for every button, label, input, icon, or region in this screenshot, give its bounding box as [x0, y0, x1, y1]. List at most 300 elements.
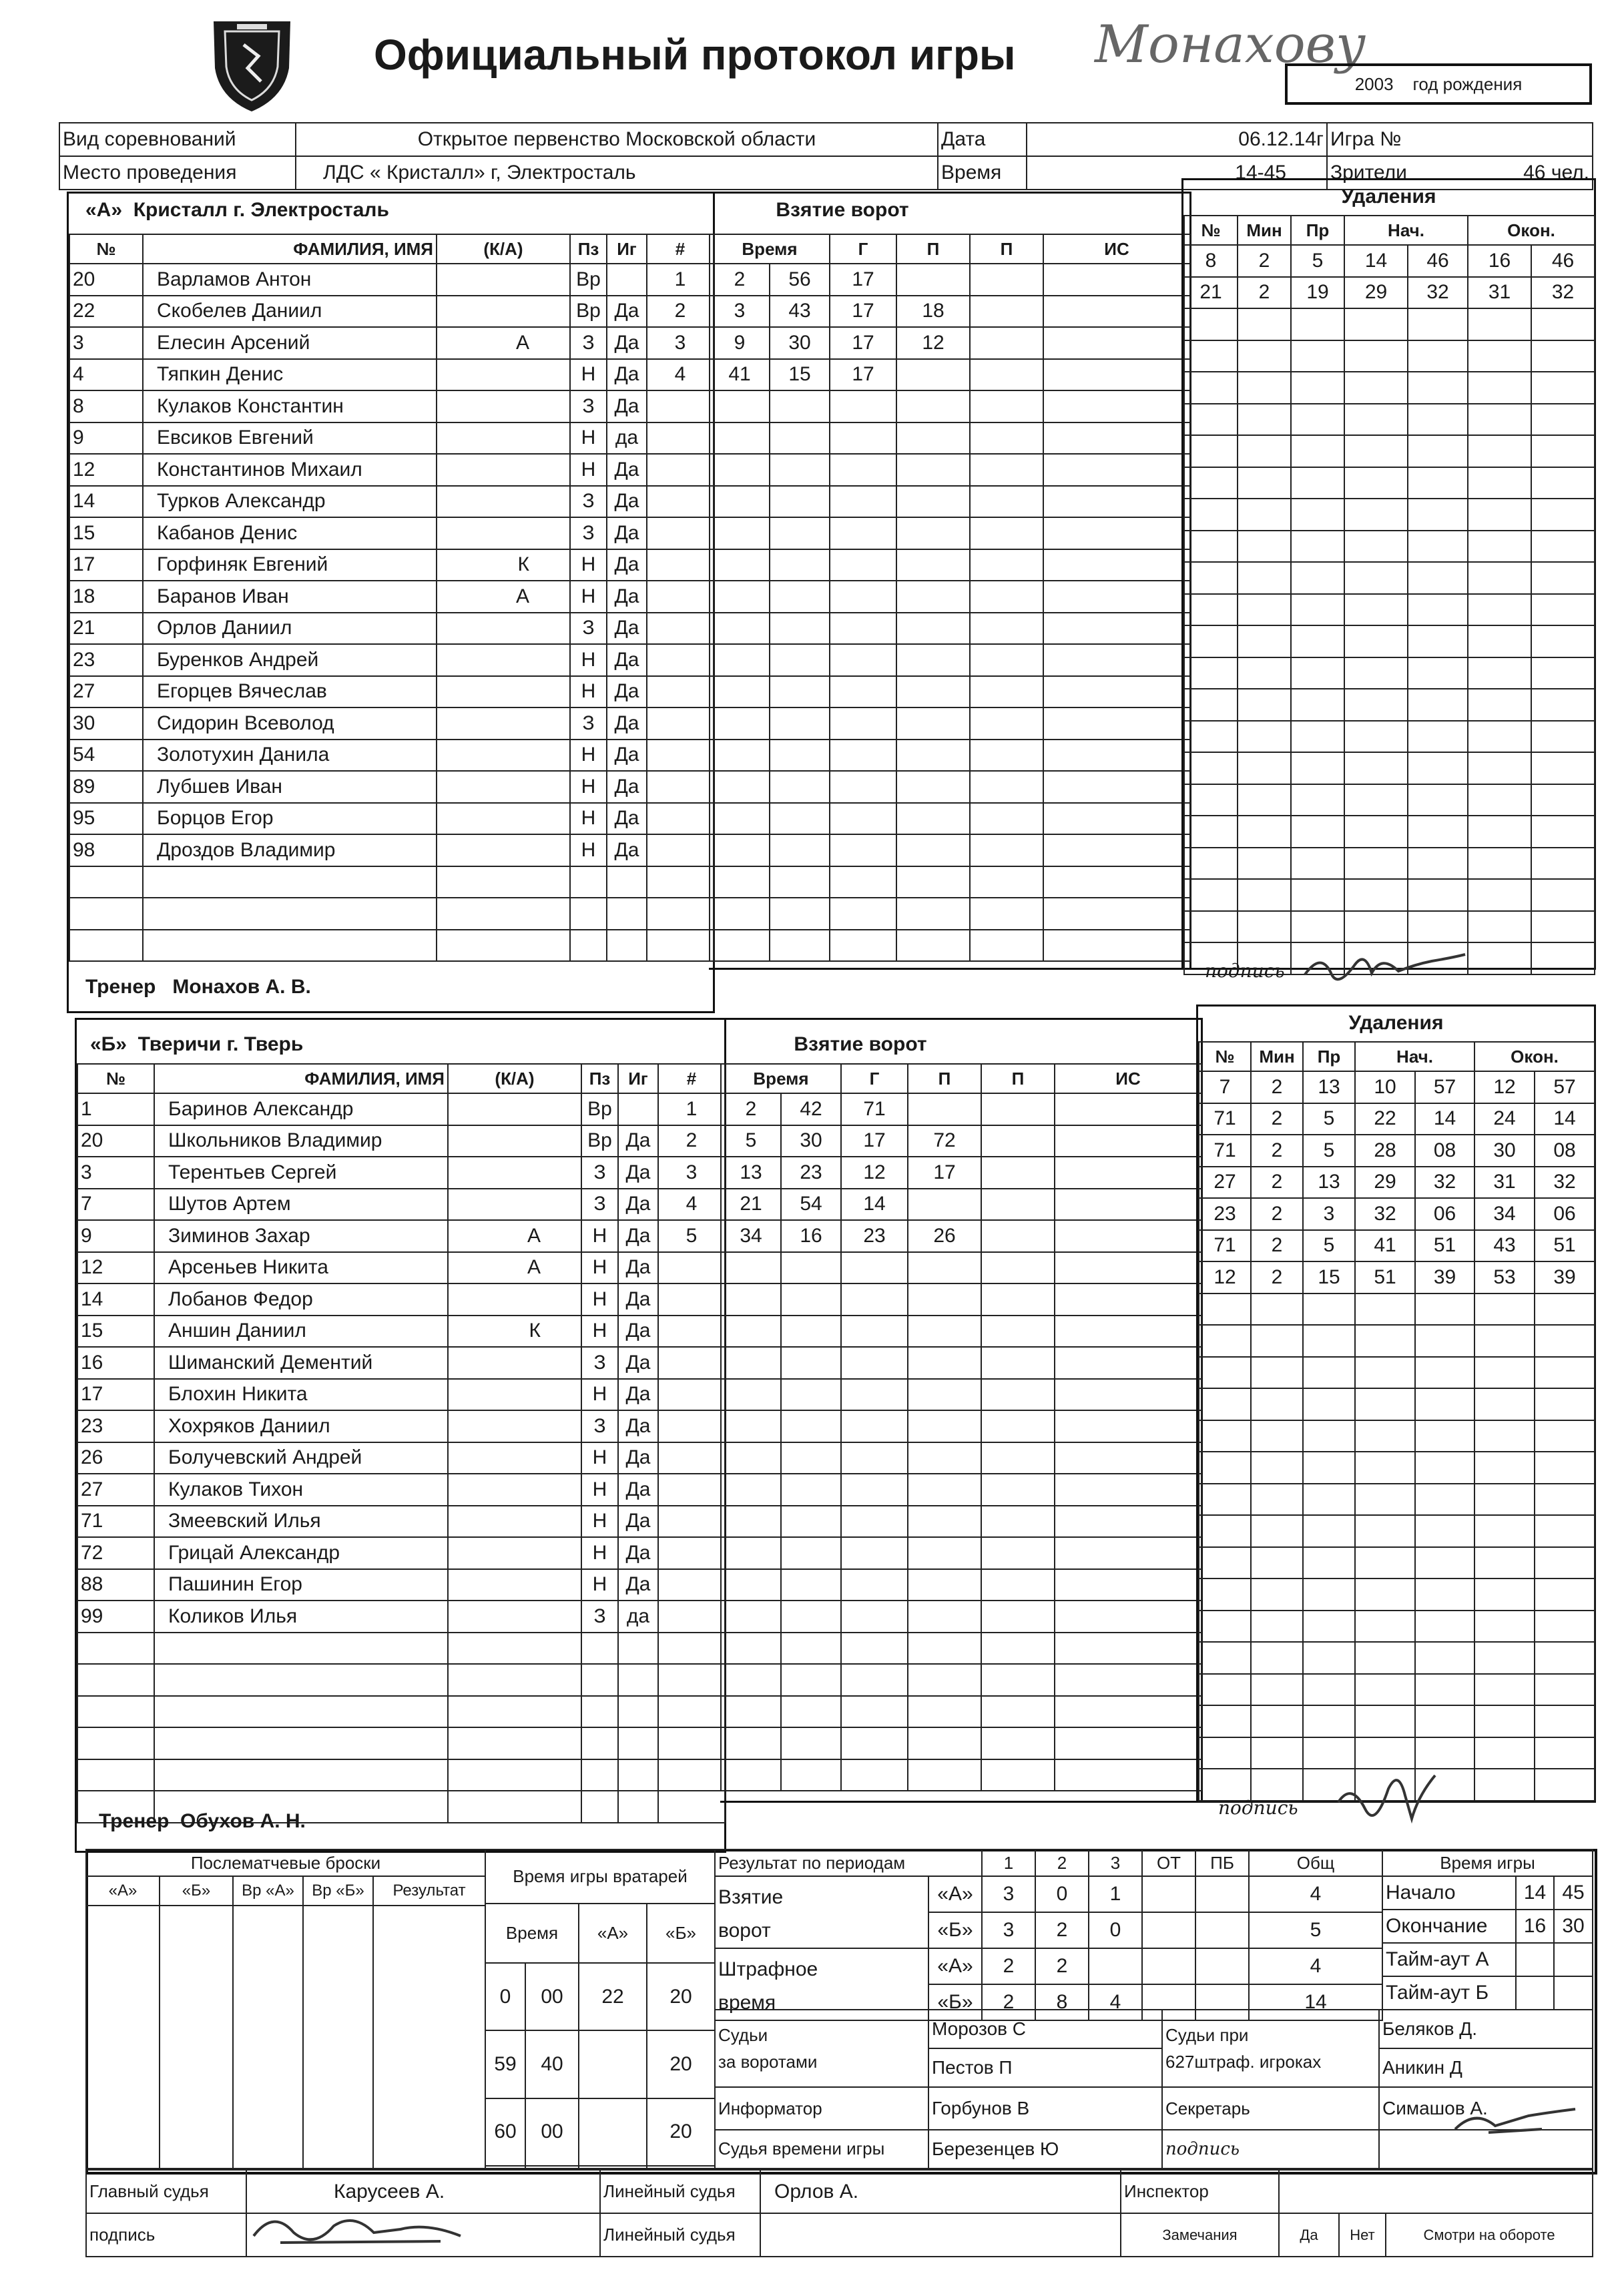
player-no: 3: [77, 1157, 154, 1189]
goal-row: [710, 264, 1190, 296]
pen-minutes: [1238, 848, 1291, 880]
goal-scorer: [841, 1252, 908, 1284]
pen-end-sec: [1535, 1547, 1595, 1579]
goal-sec: [781, 1633, 841, 1665]
pen-minutes: [1238, 911, 1291, 943]
penalty-row: [1199, 1135, 1595, 1167]
pen-start-min: [1355, 1705, 1415, 1737]
pen-minutes: 2: [1251, 1135, 1303, 1167]
goal-situation: [1055, 1125, 1201, 1157]
goal-sec: [770, 486, 830, 518]
time-value: 14-45: [1027, 156, 1327, 190]
period-col: 2: [1035, 1849, 1089, 1876]
pen-player-no: [1184, 625, 1238, 657]
player-pz: [581, 1791, 618, 1823]
goal-assist-2: [981, 1252, 1055, 1284]
pen-player-no: [1184, 816, 1238, 848]
goal-row: [721, 1633, 1201, 1665]
col-pen-no: №: [1184, 216, 1238, 245]
goal-min: [721, 1283, 781, 1316]
goal-assist-2: [970, 581, 1043, 613]
player-ig: Да: [607, 296, 647, 328]
penalty-row: [1199, 1357, 1595, 1389]
goal-min: [710, 866, 770, 898]
pen-end-min: [1468, 435, 1531, 467]
player-name: Горфиняк Евгений: [143, 549, 437, 581]
goal-row: [710, 359, 1190, 391]
pen-start-min: [1355, 1579, 1415, 1611]
goal-assist-1: 26: [908, 1220, 981, 1252]
player-name: [154, 1727, 448, 1759]
pen-reason: [1291, 308, 1344, 340]
goal-assist-1: [908, 1189, 981, 1221]
pen-minutes: [1238, 594, 1291, 626]
periods-title: Результат по периодам: [715, 1849, 982, 1876]
player-name: Дроздов Владимир: [143, 834, 437, 866]
player-ig: Да: [618, 1316, 658, 1348]
team-b-goals-title: Взятие ворот: [794, 1033, 927, 1055]
goal-row: [710, 930, 1190, 962]
penalty-row: [1184, 752, 1595, 784]
goalie-time-row: [485, 2098, 715, 2166]
goal-row: [710, 866, 1190, 898]
goal-row: [721, 1252, 1201, 1284]
pen-end-sec: 08: [1535, 1135, 1595, 1167]
player-ka: [437, 454, 570, 486]
col-g: Г: [830, 234, 896, 264]
player-ig: Да: [618, 1220, 658, 1252]
goal-no: [647, 644, 714, 676]
player-name: Скобелев Даниил: [143, 296, 437, 328]
col-pen-start: Нач.: [1355, 1042, 1474, 1071]
player-ig: Да: [618, 1410, 658, 1442]
pen-minutes: [1251, 1325, 1303, 1357]
player-ka: [437, 898, 570, 930]
player-ka: А: [448, 1220, 581, 1252]
goal-min: [721, 1664, 781, 1696]
goal-min: [710, 581, 770, 613]
team-b-coach: [99, 1810, 306, 1833]
shootout-col: Вр «А»: [233, 1876, 303, 1906]
player-no: 89: [69, 771, 143, 803]
team-b-sign-label: подпись: [1218, 1797, 1298, 1819]
pen-start-sec: [1408, 689, 1468, 721]
goal-judges-label-1: Судьи: [718, 2025, 768, 2046]
pen-end-sec: [1531, 752, 1595, 784]
player-row: [69, 930, 714, 962]
player-ig: Да: [607, 581, 647, 613]
goal-assist-1: [908, 1347, 981, 1379]
goal-scorer: [830, 644, 896, 676]
player-ig: Да: [607, 454, 647, 486]
goal-no: [647, 707, 714, 740]
pen-minutes: 2: [1251, 1103, 1303, 1135]
goal-assist-2: [981, 1474, 1055, 1506]
pen-end-sec: [1531, 657, 1595, 689]
player-ig: Да: [618, 1474, 658, 1506]
pen-start-min: [1344, 308, 1408, 340]
player-ig: Да: [607, 834, 647, 866]
col-goal-no: #: [647, 234, 714, 264]
player-pz: З: [570, 486, 607, 518]
pen-reason: 5: [1303, 1230, 1355, 1262]
player-ig: Да: [618, 1569, 658, 1601]
pen-end-sec: [1531, 689, 1595, 721]
goal-assist-2: [981, 1125, 1055, 1157]
player-row: [77, 1189, 725, 1221]
pen-start-min: 51: [1355, 1261, 1415, 1294]
player-row: [69, 390, 714, 422]
team-b-label: «Б»: [928, 1984, 982, 2020]
venue-label: Место проведения: [59, 156, 296, 190]
goal-sec: [770, 517, 830, 549]
player-ka: [437, 803, 570, 835]
team-a-coach: [85, 976, 311, 998]
pen-end-min: [1474, 1452, 1535, 1484]
pen-minutes: [1238, 308, 1291, 340]
player-ig: Да: [618, 1189, 658, 1221]
remarks-no: Нет: [1339, 2213, 1386, 2257]
birth-year-box: [1285, 63, 1592, 105]
goal-row: [710, 327, 1190, 359]
penalty-row: [1184, 879, 1595, 911]
goal-min: [710, 486, 770, 518]
goal-assist-1: 12: [896, 327, 970, 359]
goal-sec: [781, 1347, 841, 1379]
player-ka: [448, 1379, 581, 1411]
goal-min: [710, 517, 770, 549]
player-row: [69, 771, 714, 803]
goal-assist-1: [908, 1601, 981, 1633]
player-name: Кулаков Константин: [143, 390, 437, 422]
player-pz: Н: [570, 549, 607, 581]
player-no: 23: [69, 644, 143, 676]
player-row: [77, 1093, 725, 1125]
player-name: Шутов Артем: [154, 1189, 448, 1221]
penalty-row: [1199, 1167, 1595, 1199]
player-ig: Да: [607, 740, 647, 772]
penalty-row: [1199, 1325, 1595, 1357]
period-value: 4: [1249, 1876, 1382, 1912]
goal-no: [658, 1727, 725, 1759]
goal-assist-1: [908, 1537, 981, 1569]
goal-scorer: [841, 1347, 908, 1379]
goal-scorer: [830, 486, 896, 518]
player-pz: Н: [570, 454, 607, 486]
pen-player-no: [1184, 689, 1238, 721]
pen-end-sec: [1531, 816, 1595, 848]
pen-player-no: [1199, 1611, 1251, 1643]
pen-minutes: [1238, 816, 1291, 848]
pen-minutes: 2: [1238, 245, 1291, 277]
pen-start-min: [1344, 531, 1408, 563]
penalty-judges-label-1: Судьи при: [1165, 2025, 1249, 2046]
pen-end-min: 53: [1474, 1261, 1535, 1294]
goal-situation: [1055, 1347, 1201, 1379]
pen-player-no: [1199, 1484, 1251, 1516]
pen-end-min: [1468, 848, 1531, 880]
goal-assist-1: [908, 1252, 981, 1284]
player-pz: Н: [570, 644, 607, 676]
player-name: Терентьев Сергей: [154, 1157, 448, 1189]
goal-no: 4: [647, 359, 714, 391]
player-name: Егорцев Вячеслав: [143, 676, 437, 708]
goal-scorer: 71: [841, 1093, 908, 1125]
pen-reason: [1291, 752, 1344, 784]
player-ka: [437, 296, 570, 328]
goal-sec: [781, 1664, 841, 1696]
goal-situation: [1055, 1696, 1201, 1728]
penalty-row: [1199, 1705, 1595, 1737]
player-no: 7: [77, 1189, 154, 1221]
player-row: [69, 613, 714, 645]
player-pz: Н: [581, 1220, 618, 1252]
player-name: Шиманский Дементий: [154, 1347, 448, 1379]
goal-row: [721, 1506, 1201, 1538]
player-name: [143, 898, 437, 930]
goal-assist-2: [970, 486, 1043, 518]
goal-assist-1: [908, 1093, 981, 1125]
goal-situation: [1043, 898, 1190, 930]
goal-row: [721, 1125, 1201, 1157]
goal-sec: [770, 549, 830, 581]
goal-assist-1: [908, 1474, 981, 1506]
pen-start-min: [1355, 1420, 1415, 1452]
team-a-label: «А»: [928, 1876, 982, 1912]
player-no: 12: [69, 454, 143, 486]
player-pz: Н: [570, 803, 607, 835]
pen-player-no: 12: [1199, 1261, 1251, 1294]
pen-reason: [1291, 467, 1344, 499]
col-min: Время: [710, 234, 830, 264]
penalty-judge-2: Аникин Д: [1379, 2048, 1593, 2087]
period-value: [1142, 1876, 1195, 1912]
player-name: Баринов Александр: [154, 1093, 448, 1125]
pen-start-sec: [1408, 752, 1468, 784]
player-ig: Да: [618, 1125, 658, 1157]
pen-end-sec: [1535, 1420, 1595, 1452]
player-ig: Да: [618, 1347, 658, 1379]
col-pen-min: Мин: [1251, 1042, 1303, 1071]
goal-min: [710, 803, 770, 835]
goal-no: [647, 486, 714, 518]
goal-scorer: [830, 454, 896, 486]
pen-reason: 5: [1303, 1135, 1355, 1167]
goal-scorer: [841, 1506, 908, 1538]
goal-assist-1: [908, 1569, 981, 1601]
player-row: [77, 1759, 725, 1791]
player-ig: Да: [607, 359, 647, 391]
pen-minutes: [1238, 752, 1291, 784]
pen-end-sec: [1535, 1388, 1595, 1420]
goal-sec: 15: [770, 359, 830, 391]
goal-min: [721, 1410, 781, 1442]
pen-reason: [1303, 1547, 1355, 1579]
goalie-col-a: «А»: [579, 1904, 647, 1963]
goalie-b: 20: [647, 2030, 715, 2098]
period-value: 8: [1035, 1984, 1089, 2020]
col-ig: Иг: [607, 234, 647, 264]
player-name: [154, 1633, 448, 1665]
goal-judge-2: Пестов П: [928, 2048, 1162, 2087]
player-name: Коликов Илья: [154, 1601, 448, 1633]
pen-reason: [1291, 531, 1344, 563]
goal-assist-1: [908, 1633, 981, 1665]
pen-start-sec: [1415, 1674, 1474, 1706]
penalty-row: [1184, 784, 1595, 816]
player-ig: Да: [607, 517, 647, 549]
goal-assist-1: [896, 359, 970, 391]
col-ka: (К/А): [448, 1064, 581, 1093]
team-a-penalties: [1181, 178, 1596, 970]
player-ig: Да: [618, 1157, 658, 1189]
goal-situation: [1043, 390, 1190, 422]
pen-end-sec: [1531, 848, 1595, 880]
player-no: [77, 1664, 154, 1696]
goal-assist-1: [896, 676, 970, 708]
pen-start-min: [1344, 784, 1408, 816]
pen-player-no: [1184, 784, 1238, 816]
goal-scorer: [841, 1569, 908, 1601]
player-no: [77, 1633, 154, 1665]
player-no: 27: [69, 676, 143, 708]
goal-assist-2: [981, 1727, 1055, 1759]
pen-end-min: [1474, 1484, 1535, 1516]
player-no: 18: [69, 581, 143, 613]
player-ig: Да: [618, 1506, 658, 1538]
goalie-col-time: Время: [485, 1904, 579, 1963]
player-ka: [448, 1569, 581, 1601]
pen-reason: [1303, 1484, 1355, 1516]
col-no: №: [69, 234, 143, 264]
pen-start-min: 14: [1344, 245, 1408, 277]
player-row: [69, 296, 714, 328]
goal-no: [658, 1506, 725, 1538]
pen-minutes: 2: [1251, 1071, 1303, 1103]
goalie-min: 0: [485, 1963, 525, 2030]
goal-assist-2: [981, 1347, 1055, 1379]
player-ka: [437, 644, 570, 676]
player-ig: Да: [607, 613, 647, 645]
goal-row: [710, 834, 1190, 866]
goal-no: [658, 1379, 725, 1411]
pen-end-min: [1468, 531, 1531, 563]
goal-scorer: [841, 1727, 908, 1759]
goal-sec: [770, 834, 830, 866]
pen-player-no: [1184, 308, 1238, 340]
team-a-label: «А»: [928, 1948, 982, 1984]
pen-player-no: [1199, 1705, 1251, 1737]
goal-situation: [1055, 1283, 1201, 1316]
pen-start-sec: 08: [1415, 1135, 1474, 1167]
player-ka: [437, 676, 570, 708]
goal-scorer: [841, 1537, 908, 1569]
pen-start-sec: [1415, 1579, 1474, 1611]
team-b-label: «Б»: [928, 1912, 982, 1948]
pen-end-sec: [1535, 1325, 1595, 1357]
player-pz: З: [581, 1347, 618, 1379]
goal-sec: [770, 803, 830, 835]
pen-minutes: [1238, 721, 1291, 753]
player-ka: А: [437, 327, 570, 359]
period-value: [1195, 1948, 1249, 1984]
goal-assist-1: 17: [908, 1157, 981, 1189]
player-name: Хохряков Даниил: [154, 1410, 448, 1442]
pen-end-min: [1468, 721, 1531, 753]
player-row: [69, 866, 714, 898]
goal-assist-2: [970, 834, 1043, 866]
pen-start-sec: [1408, 594, 1468, 626]
player-ig: Да: [618, 1283, 658, 1316]
goal-assist-2: [970, 264, 1043, 296]
birth-year-label: год рождения: [1412, 73, 1523, 94]
pen-player-no: [1184, 721, 1238, 753]
player-row: [77, 1664, 725, 1696]
pen-start-sec: [1415, 1357, 1474, 1389]
player-no: 14: [77, 1283, 154, 1316]
goal-scorer: [830, 898, 896, 930]
pen-end-min: [1468, 625, 1531, 657]
see-back: Смотри на обороте: [1386, 2213, 1593, 2257]
team-b-pen-title: Удаления: [1348, 1012, 1444, 1034]
player-ig: да: [607, 422, 647, 455]
goal-min: 34: [721, 1220, 781, 1252]
pen-minutes: [1238, 689, 1291, 721]
timeout-b-label: Тайм-аут Б: [1382, 1976, 1516, 2010]
pen-end-sec: 46: [1531, 245, 1595, 277]
goal-no: 3: [658, 1157, 725, 1189]
pen-minutes: [1251, 1611, 1303, 1643]
goal-row: [710, 676, 1190, 708]
goal-no: [647, 422, 714, 455]
player-ig: да: [618, 1601, 658, 1633]
date-value: 06.12.14г: [1027, 123, 1327, 156]
pen-reason: [1291, 816, 1344, 848]
pen-reason: 3: [1303, 1198, 1355, 1230]
pen-reason: [1291, 562, 1344, 594]
pen-end-min: [1468, 340, 1531, 372]
player-ka: [448, 1727, 581, 1759]
player-pz: З: [581, 1410, 618, 1442]
timekeeper: Березенцев Ю: [928, 2130, 1162, 2169]
penalty-row: [1184, 340, 1595, 372]
penalty-judges-label-2: 627штраф. игроках: [1165, 2052, 1322, 2072]
team-b-coach-name: Обухов А. Н.: [180, 1810, 306, 1832]
pen-start-min: [1344, 562, 1408, 594]
pen-start-min: 22: [1355, 1103, 1415, 1135]
goal-assist-2: [970, 327, 1043, 359]
goal-scorer: [841, 1601, 908, 1633]
player-name: [154, 1696, 448, 1728]
player-no: 72: [77, 1537, 154, 1569]
goal-scorer: [830, 740, 896, 772]
goal-scorer: [841, 1379, 908, 1411]
pen-start-min: [1355, 1674, 1415, 1706]
goal-assist-2: [970, 803, 1043, 835]
goal-scorer: 17: [830, 264, 896, 296]
goal-situation: [1055, 1220, 1201, 1252]
pen-player-no: [1184, 562, 1238, 594]
pen-minutes: [1238, 435, 1291, 467]
pen-reason: [1303, 1388, 1355, 1420]
pen-start-sec: [1415, 1547, 1474, 1579]
player-name: Аншин Даниил: [154, 1316, 448, 1348]
goal-scorer: [830, 549, 896, 581]
goal-min: 5: [721, 1125, 781, 1157]
goal-min: [721, 1252, 781, 1284]
goal-scorer: [830, 581, 896, 613]
penalty-row: [1184, 467, 1595, 499]
